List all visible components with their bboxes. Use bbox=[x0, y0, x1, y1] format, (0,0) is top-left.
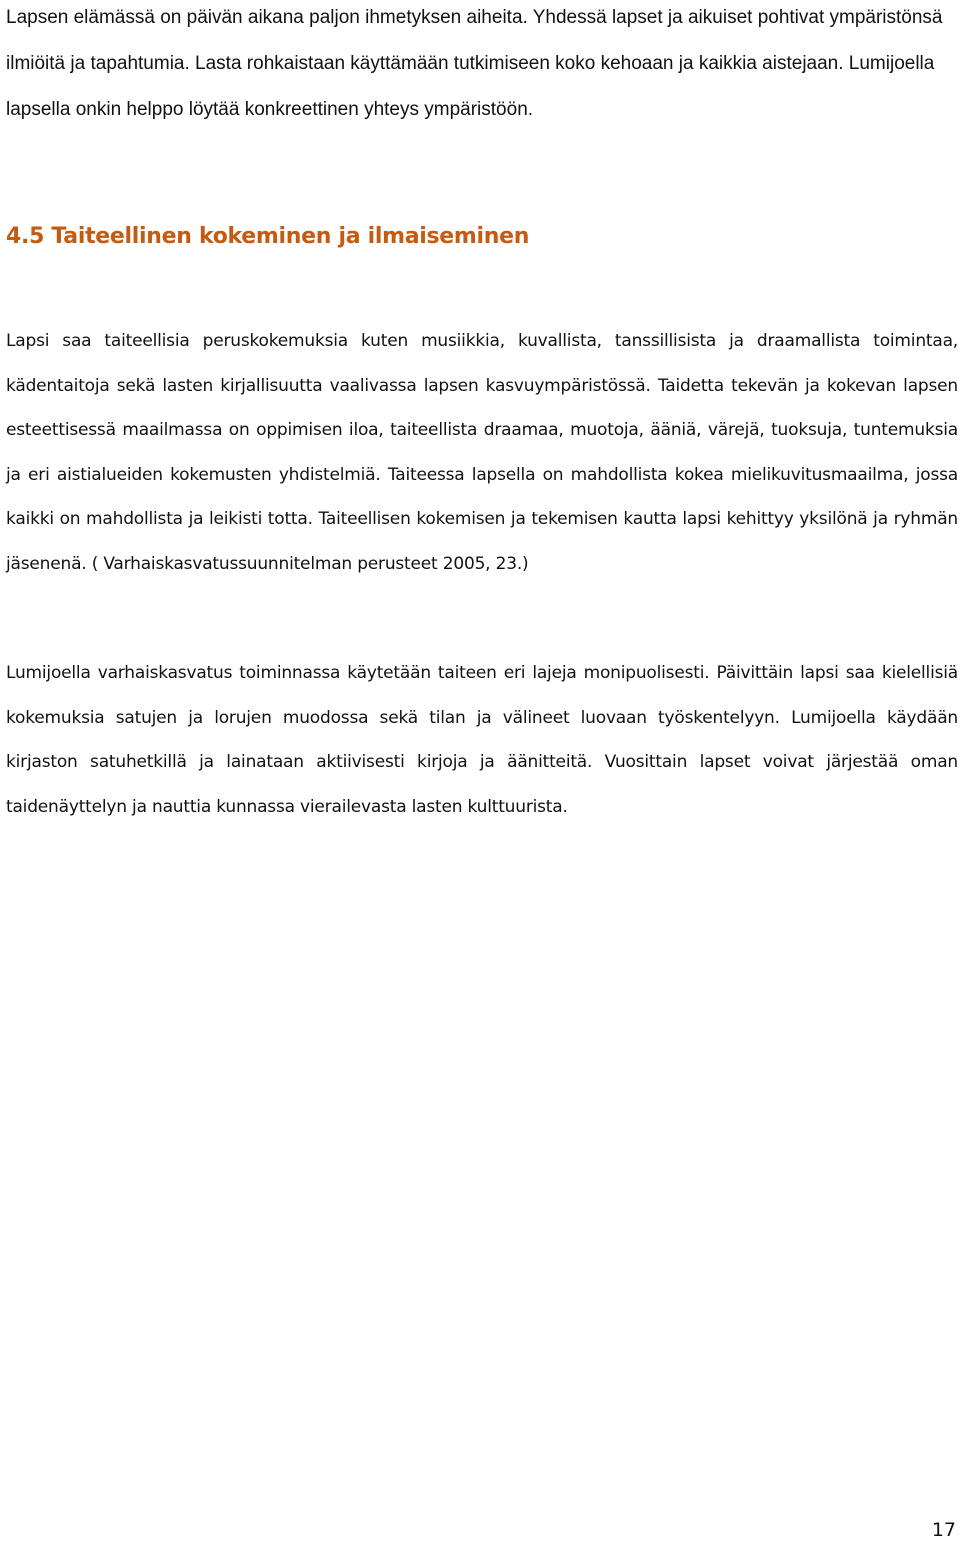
body-paragraph-2: Lumijoella varhaiskasvatus toiminnassa käytetään taiteen eri lajeja monipuolisesti. Päivittäin lapsi saa kielellisiä kokemuksia satujen ja lorujen muodossa sekä tilan ja välineet luovaan työskentelyyn. Lumijoella käydään kirjaston satuhetkillä ja lainataan aktiivisesti kirjoja ja äänitteitä. Vuosittain lapset voivat järjestää oman taidenäyttelyn ja nauttia kunnassa vierailevasta lasten kulttuurista. bbox=[6, 663, 958, 817]
page-number: 17 bbox=[931, 1519, 956, 1541]
intro-paragraph: Lapsen elämässä on päivän aikana paljon ihmetyksen aiheita. Yhdessä lapset ja aikuiset pohtivat ympäristönsä ilmiöitä ja tapahtumia. Lasta rohkaistaan käyttämään tutkimiseen koko kehoaan ja kaikkia aistejaan. Lumijoella lapsella onkin helppo löytää konkreettinen yhteys ympäristöön. bbox=[6, 7, 943, 120]
body-paragraph-1: Lapsi saa taiteellisia peruskokemuksia kuten musiikkia, kuvallista, tanssillisista ja draamallista toimintaa, kädentaitoja sekä lasten kirjallisuutta vaalivassa lapsen kasvuympäristössä. Taidetta tekevän ja kokevan lapsen esteettisessä maailmassa on oppimisen iloa, taiteellista draamaa, muotoja, ääniä, värejä, tuoksuja, tuntemuksia ja eri aistialueiden kokemusten yhdistelmiä. Taiteessa lapsella on mahdollista kokea mielikuvitusmaailma, jossa kaikki on mahdollista ja leikisti totta. Taiteellisen kokemisen ja tekemisen kautta lapsi kehittyy yksilönä ja ryhmän jäsenenä. ( Varhaiskasvatussuunnitelman perusteet 2005, 23.) bbox=[6, 331, 958, 574]
section-heading: 4.5 Taiteellinen kokeminen ja ilmaiseminen bbox=[6, 224, 530, 249]
